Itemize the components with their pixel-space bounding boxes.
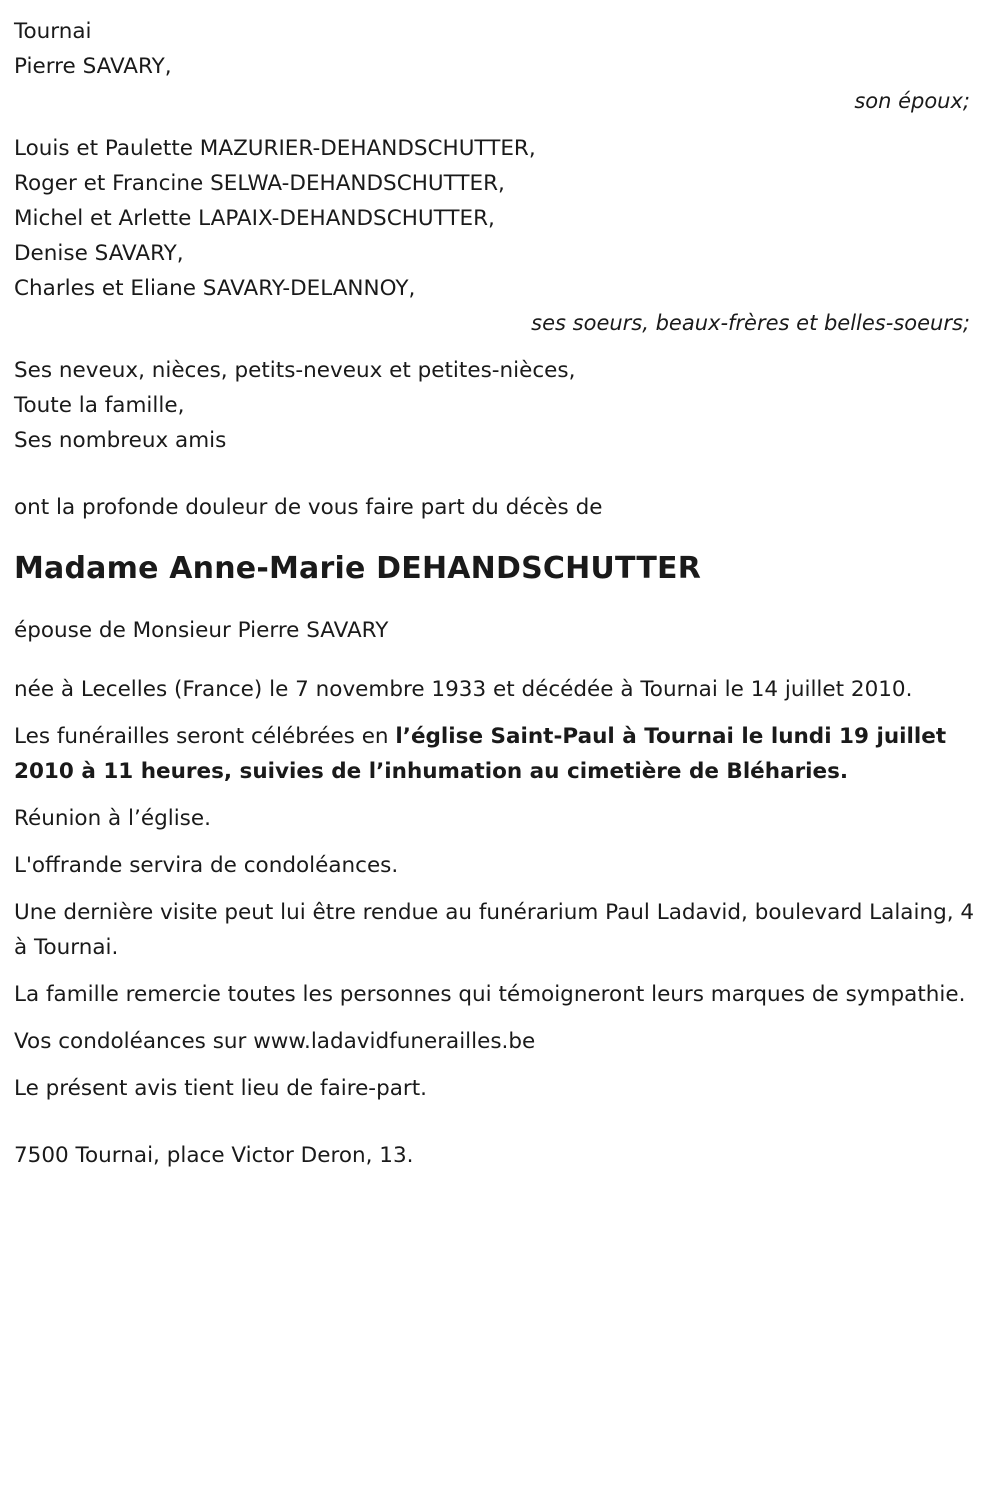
spacer <box>14 883 978 895</box>
sibling-line-4: Denise SAVARY, <box>14 241 184 266</box>
spacer <box>14 707 978 719</box>
announcement-line: ont la profonde douleur de vous faire part du décès de <box>14 495 603 520</box>
spouse-name-line: Pierre SAVARY, <box>14 54 172 79</box>
spouse-of-line: épouse de Monsieur Pierre SAVARY <box>14 618 389 643</box>
deceased-name: Madame Anne-Marie DEHANDSCHUTTER <box>14 551 701 586</box>
condolences-paragraph: Vos condoléances sur www.ladavidfunerailles.be <box>14 1029 536 1054</box>
sibling-line-1: Louis et Paulette MAZURIER-DEHANDSCHUTTER, <box>14 136 536 161</box>
spacer <box>14 589 978 613</box>
spouse-relation-label: son époux; <box>854 89 970 113</box>
notice-note-paragraph: Le présent avis tient lieu de faire-part. <box>14 1076 427 1101</box>
spacer <box>14 1012 978 1024</box>
other-relatives-line-1: Ses neveux, nièces, petits-neveux et petites-nièces, <box>14 358 576 383</box>
visit-paragraph: Une dernière visite peut lui être rendue au funérarium Paul Ladavid, boulevard Lalaing, 4 à Tournai. <box>14 900 975 960</box>
spacer <box>14 648 978 672</box>
funeral-paragraph <box>14 719 978 789</box>
spacer <box>14 789 978 801</box>
sibling-line-2: Roger et Francine SELWA-DEHANDSCHUTTER, <box>14 171 505 196</box>
sibling-line-5: Charles et Eliane SAVARY-DELANNOY, <box>14 276 416 301</box>
funeral-details-text: l’église Saint-Paul à Tournai le lundi 19 juillet 2010 à 11 heures, suivies de l’inhumation au cimetière de Bléharies. <box>14 724 947 784</box>
spacer <box>14 965 978 977</box>
spacer <box>14 341 978 353</box>
sibling-line-3: Michel et Arlette LAPAIX-DEHANDSCHUTTER, <box>14 206 495 231</box>
siblings-relation-label: ses soeurs, beaux-frères et belles-soeurs; <box>531 311 970 335</box>
spacer <box>14 525 978 549</box>
spacer <box>14 1106 978 1138</box>
address-line: 7500 Tournai, place Victor Deron, 13. <box>14 1143 414 1168</box>
offering-paragraph: L'offrande servira de condoléances. <box>14 853 399 878</box>
funeral-intro-text: Les funérailles seront célébrées en <box>14 724 396 749</box>
spacer <box>14 119 978 131</box>
thanks-paragraph: La famille remercie toutes les personnes qui témoigneront leurs marques de sympathie. <box>14 982 966 1007</box>
city-line: Tournai <box>14 19 92 44</box>
birth-death-paragraph: née à Lecelles (France) le 7 novembre 1933 et décédée à Tournai le 14 juillet 2010. <box>14 677 913 702</box>
spacer <box>14 1059 978 1071</box>
reunion-paragraph: Réunion à l’église. <box>14 806 211 831</box>
other-relatives-line-2: Toute la famille, <box>14 393 185 418</box>
spacer <box>14 458 978 490</box>
spacer <box>14 836 978 848</box>
other-relatives-line-3: Ses nombreux amis <box>14 428 227 453</box>
